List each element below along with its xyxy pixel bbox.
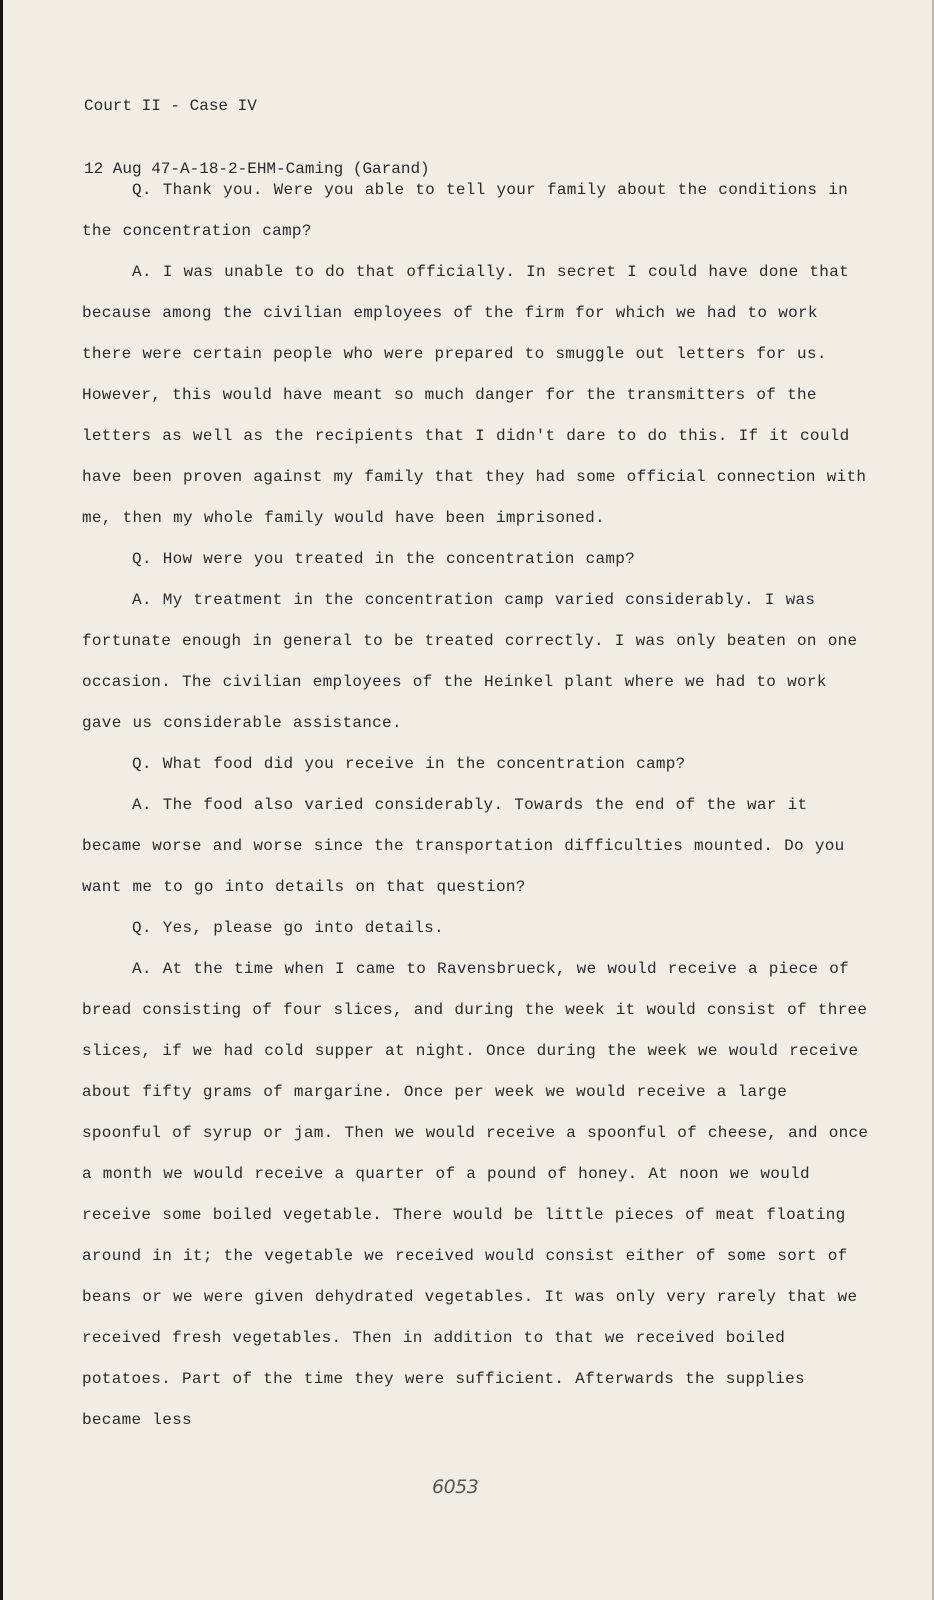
transcript-body <box>82 170 872 1441</box>
header-court-case: Court II - Case IV <box>84 97 257 115</box>
header-date-reference: 12 Aug 47-A-18-2-EHM-Caming (Garand) <box>84 160 430 178</box>
answer-paragraph: A. I was unable to do that officially. In secret I could have done that because among the civilian employees of the firm for which we had to work there were certain people who were prepared to smuggle out letters for us. However, this would have meant so much danger for the transmitters of the letters as well as the recipients that I didn't dare to do this. If it could have been proven against my family that they had some official connection with me, then my whole family would have been imprisoned. <box>82 263 867 527</box>
answer-paragraph: A. At the time when I came to Ravensbrueck, we would receive a piece of bread consisting of four slices, and during the week it would consist of three slices, if we had cold supper at night. Once during the week we would receive about fifty grams of margarine. Once per week we would receive a large spoonful of syrup or jam. Then we would receive a spoonful of cheese, and once a month we would receive a quarter of a pound of honey. At noon we would receive some boiled vegetable. There would be little pieces of meat floating around in it; the vegetable we received would consist either of some sort of beans or we were given dehydrated vegetables. It was only very rarely that we received fresh vegetables. Then in addition to that we received boiled potatoes. Part of the time they were sufficient. Afterwards the supplies became less <box>82 960 869 1429</box>
answer-paragraph: A. My treatment in the concentration camp varied considerably. I was fortunate enough in general to be treated correctly. I was only beaten on one occasion. The civilian employees of the Heinkel plant where we had to work gave us considerable assistance. <box>82 591 858 732</box>
question-paragraph: Q. How were you treated in the concentration camp? <box>132 550 636 568</box>
question-paragraph: Q. What food did you receive in the concentration camp? <box>132 755 686 773</box>
page-number: 6053 <box>432 1476 479 1498</box>
answer-paragraph: A. The food also varied considerably. Towards the end of the war it became worse and worse since the transportation difficulties mounted. Do you want me to go into details on that question? <box>82 796 845 896</box>
scan-left-edge <box>0 0 3 1600</box>
question-paragraph: Q. Thank you. Were you able to tell your family about the conditions in the concentration camp? <box>82 181 849 240</box>
question-paragraph: Q. Yes, please go into details. <box>132 919 444 937</box>
